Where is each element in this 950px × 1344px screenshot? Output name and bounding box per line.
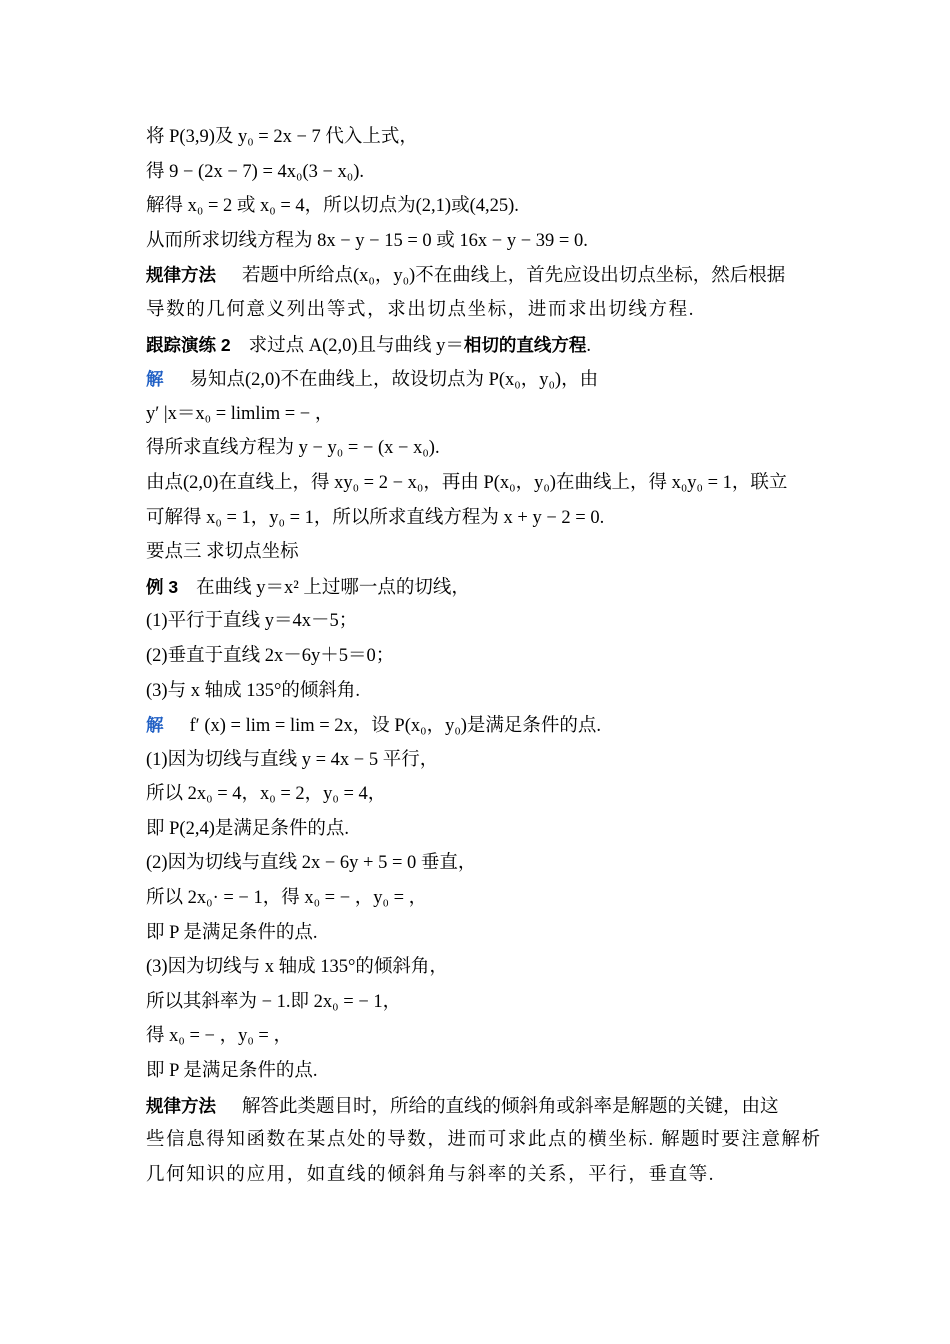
text-line <box>146 431 816 466</box>
document-body <box>146 120 822 1192</box>
method-label: 规律方法 <box>146 265 216 286</box>
method-summary-line <box>146 1089 816 1124</box>
line-text: 可解得 x₀ = 1，y₀ = 1，所以所求直线方程为 x + y − 2 = 0. <box>146 507 605 528</box>
text-line <box>146 466 816 501</box>
line-text: 即 P 是满足条件的点. <box>146 1061 318 1082</box>
text-line <box>146 1054 816 1089</box>
text-line <box>146 1123 822 1158</box>
text-line <box>146 501 816 536</box>
line-text: 所以其斜率为 − 1.即 2x₀ = − 1， <box>146 991 402 1012</box>
line-text: 得 x₀ = − ，y₀ = ， <box>146 1026 292 1047</box>
line-text: f′ (x) = lim = lim = 2x，设 P(x₀，y₀)是满足条件的点. <box>189 716 602 737</box>
line-text: (1)平行于直线 y＝4x－5； <box>146 611 358 632</box>
line-text: (2)因为切线与直线 2x − 6y + 5 = 0 垂直， <box>146 853 477 874</box>
method-label: 规律方法 <box>146 1095 216 1116</box>
text-line <box>146 777 816 812</box>
line-text: 求过点 A(2,0)且与曲线 y＝ <box>248 335 464 356</box>
section-heading <box>146 535 816 570</box>
text-line <box>146 812 816 847</box>
text-line <box>146 293 816 328</box>
text-line <box>146 950 816 985</box>
line-text: 得所求直线方程为 y − y₀ = − (x − x₀). <box>146 438 440 459</box>
line-text: 从而所求切线方程为 8x − y − 15 = 0 或 16x − y − 39 = 0. <box>146 230 588 251</box>
solution-label: 解 <box>146 715 164 736</box>
text-line <box>146 674 816 709</box>
line-text: 解得 x₀ = 2 或 x₀ = 4，所以切点为(2,1)或(4,25). <box>146 196 519 217</box>
line-tail: . <box>586 335 592 356</box>
text-line <box>146 1158 816 1193</box>
line-text: 得 9 − (2x − 7) = 4x₀(3 − x₀). <box>146 161 365 182</box>
line-text: 由点(2,0)在直线上，得 xy₀ = 2 − x₀，再由 P(x₀，y₀)在曲线上，得 x₀y₀ = 1，联立 <box>146 472 788 493</box>
line-text: 在曲线 y＝x² 上过哪一点的切线， <box>196 577 470 598</box>
line-text: (3)与 x 轴成 135°的倾斜角. <box>146 680 360 701</box>
example-label: 例 3 <box>146 576 179 597</box>
line-text: 所以 2x₀ = 4，x₀ = 2，y₀ = 4， <box>146 784 387 805</box>
text-line <box>146 189 816 224</box>
practice-heading <box>146 328 816 363</box>
text-line <box>146 1019 816 1054</box>
text-line <box>146 604 816 639</box>
line-text: 所以 2x₀· = − 1，得 x₀ = − ，y₀ = ， <box>146 888 428 909</box>
line-text: 即 P 是满足条件的点. <box>146 922 318 943</box>
line-text: (2)垂直于直线 2x－6y＋5＝0； <box>146 645 395 666</box>
solution-label: 解 <box>146 369 164 390</box>
line-text: 几何知识的应用，如直线的倾斜角与斜率的关系，平行，垂直等. <box>146 1164 716 1185</box>
line-text: 导数的几何意义列出等式，求出切点坐标，进而求出切线方程. <box>146 299 695 320</box>
text-line <box>146 881 816 916</box>
text-line <box>146 224 816 259</box>
text-line <box>146 155 816 190</box>
example-heading <box>146 570 816 605</box>
line-text: 些信息得知函数在某点处的导数，进而可求此点的横坐标. 解题时要注意解析 <box>146 1130 822 1151</box>
practice-label: 跟踪演练 2 <box>146 334 231 355</box>
text-line <box>146 846 816 881</box>
text-line <box>146 916 816 951</box>
line-text: 即 P(2,4)是满足条件的点. <box>146 818 349 839</box>
text-line <box>146 743 816 778</box>
line-text: 易知点(2,0)不在曲线上，故设切点为 P(x₀，y₀)，由 <box>189 370 599 391</box>
text-line <box>146 639 816 674</box>
line-text: 解答此类题目时，所给的直线的倾斜角或斜率是解题的关键，由这 <box>242 1096 779 1117</box>
solution-line <box>146 362 816 397</box>
method-summary-line <box>146 258 816 293</box>
line-text: 将 P(3,9)及 y₀ = 2x − 7 代入上式， <box>146 127 418 147</box>
line-text: 若题中所给点(x₀，y₀)不在曲线上，首先应设出切点坐标，然后根据 <box>242 266 786 287</box>
text-line <box>146 397 816 432</box>
line-text: (1)因为切线与直线 y = 4x − 5 平行， <box>146 749 439 770</box>
solution-line <box>146 708 816 743</box>
line-text-bold: 相切的直线方程 <box>463 334 587 355</box>
line-text: (3)因为切线与 x 轴成 135°的倾斜角， <box>146 957 448 978</box>
line-text: y′ |x＝x₀ = limlim = − ， <box>146 403 334 424</box>
line-text: 要点三 求切点坐标 <box>146 542 299 563</box>
text-line <box>146 985 816 1020</box>
text-line <box>146 120 816 155</box>
